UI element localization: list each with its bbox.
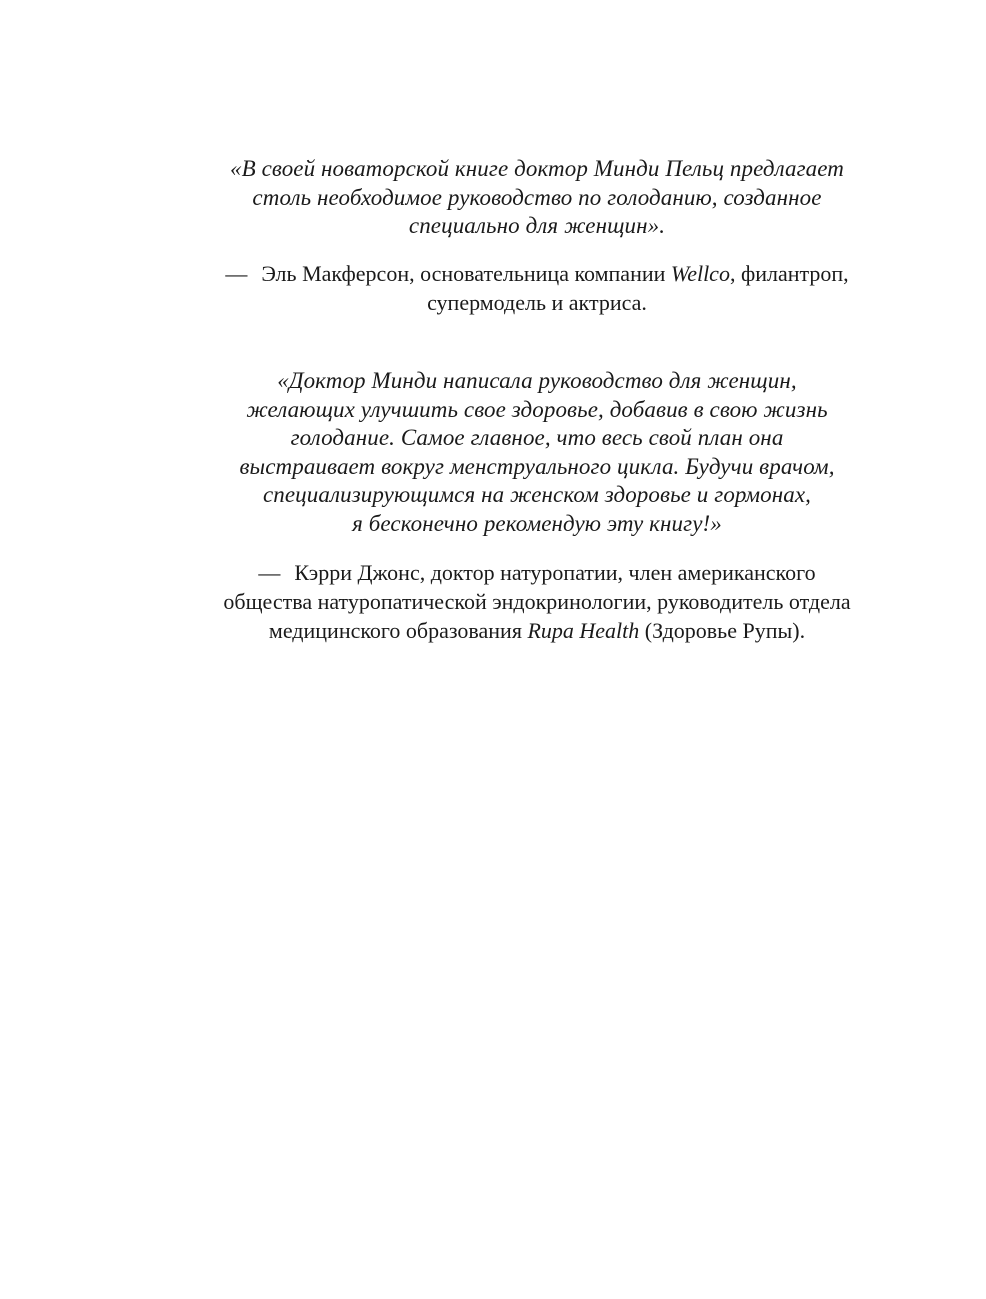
attribution-text: Эль Макферсон, основательница компании	[261, 261, 671, 286]
attribution-line	[180, 558, 894, 587]
attribution-text: (Здоровье Рупы).	[639, 618, 806, 643]
quote-line: я бесконечно рекомендую эту книгу!»	[352, 510, 722, 536]
attribution-line	[180, 616, 894, 645]
quote-line: столь необходимое руководство по голоданию, созданное	[252, 184, 822, 210]
company-name: Rupa Health	[527, 618, 640, 643]
testimonial-2-attribution	[180, 558, 894, 645]
attribution-text: , филантроп,	[729, 261, 849, 286]
attribution-line	[180, 259, 894, 288]
testimonial-2-quote	[180, 367, 894, 538]
quote-line: выстраивает вокруг менструального цикла. Будучи врачом,	[239, 453, 835, 479]
quote-line: специально для женщин».	[408, 213, 666, 238]
quote-line: желающих улучшить свое здоровье, добавив в свою жизнь	[246, 396, 828, 422]
testimonial-1-quote	[180, 155, 894, 241]
attribution-line: супермодель и актриса.	[427, 290, 647, 315]
quote-line: «В своей новаторской книге доктор Минди Пельц предлагает	[230, 156, 844, 181]
company-name: Wellco	[670, 261, 730, 286]
em-dash: —	[225, 261, 248, 286]
attribution-text: медицинского образования	[268, 618, 528, 643]
attribution-line: общества натуропатической эндокринологии, руководитель отдела	[223, 589, 851, 614]
quote-line: голодание. Самое главное, что весь свой план она	[290, 425, 784, 450]
quote-line: специализирующимся на женском здоровье и гормонах,	[262, 482, 812, 507]
attribution-text: Кэрри Джонс, доктор натуропатии, член американского	[294, 560, 816, 585]
quote-line: «Доктор Минди написала руководство для женщин,	[277, 368, 797, 393]
testimonial-1-attribution	[180, 259, 894, 317]
em-dash: —	[258, 560, 281, 585]
